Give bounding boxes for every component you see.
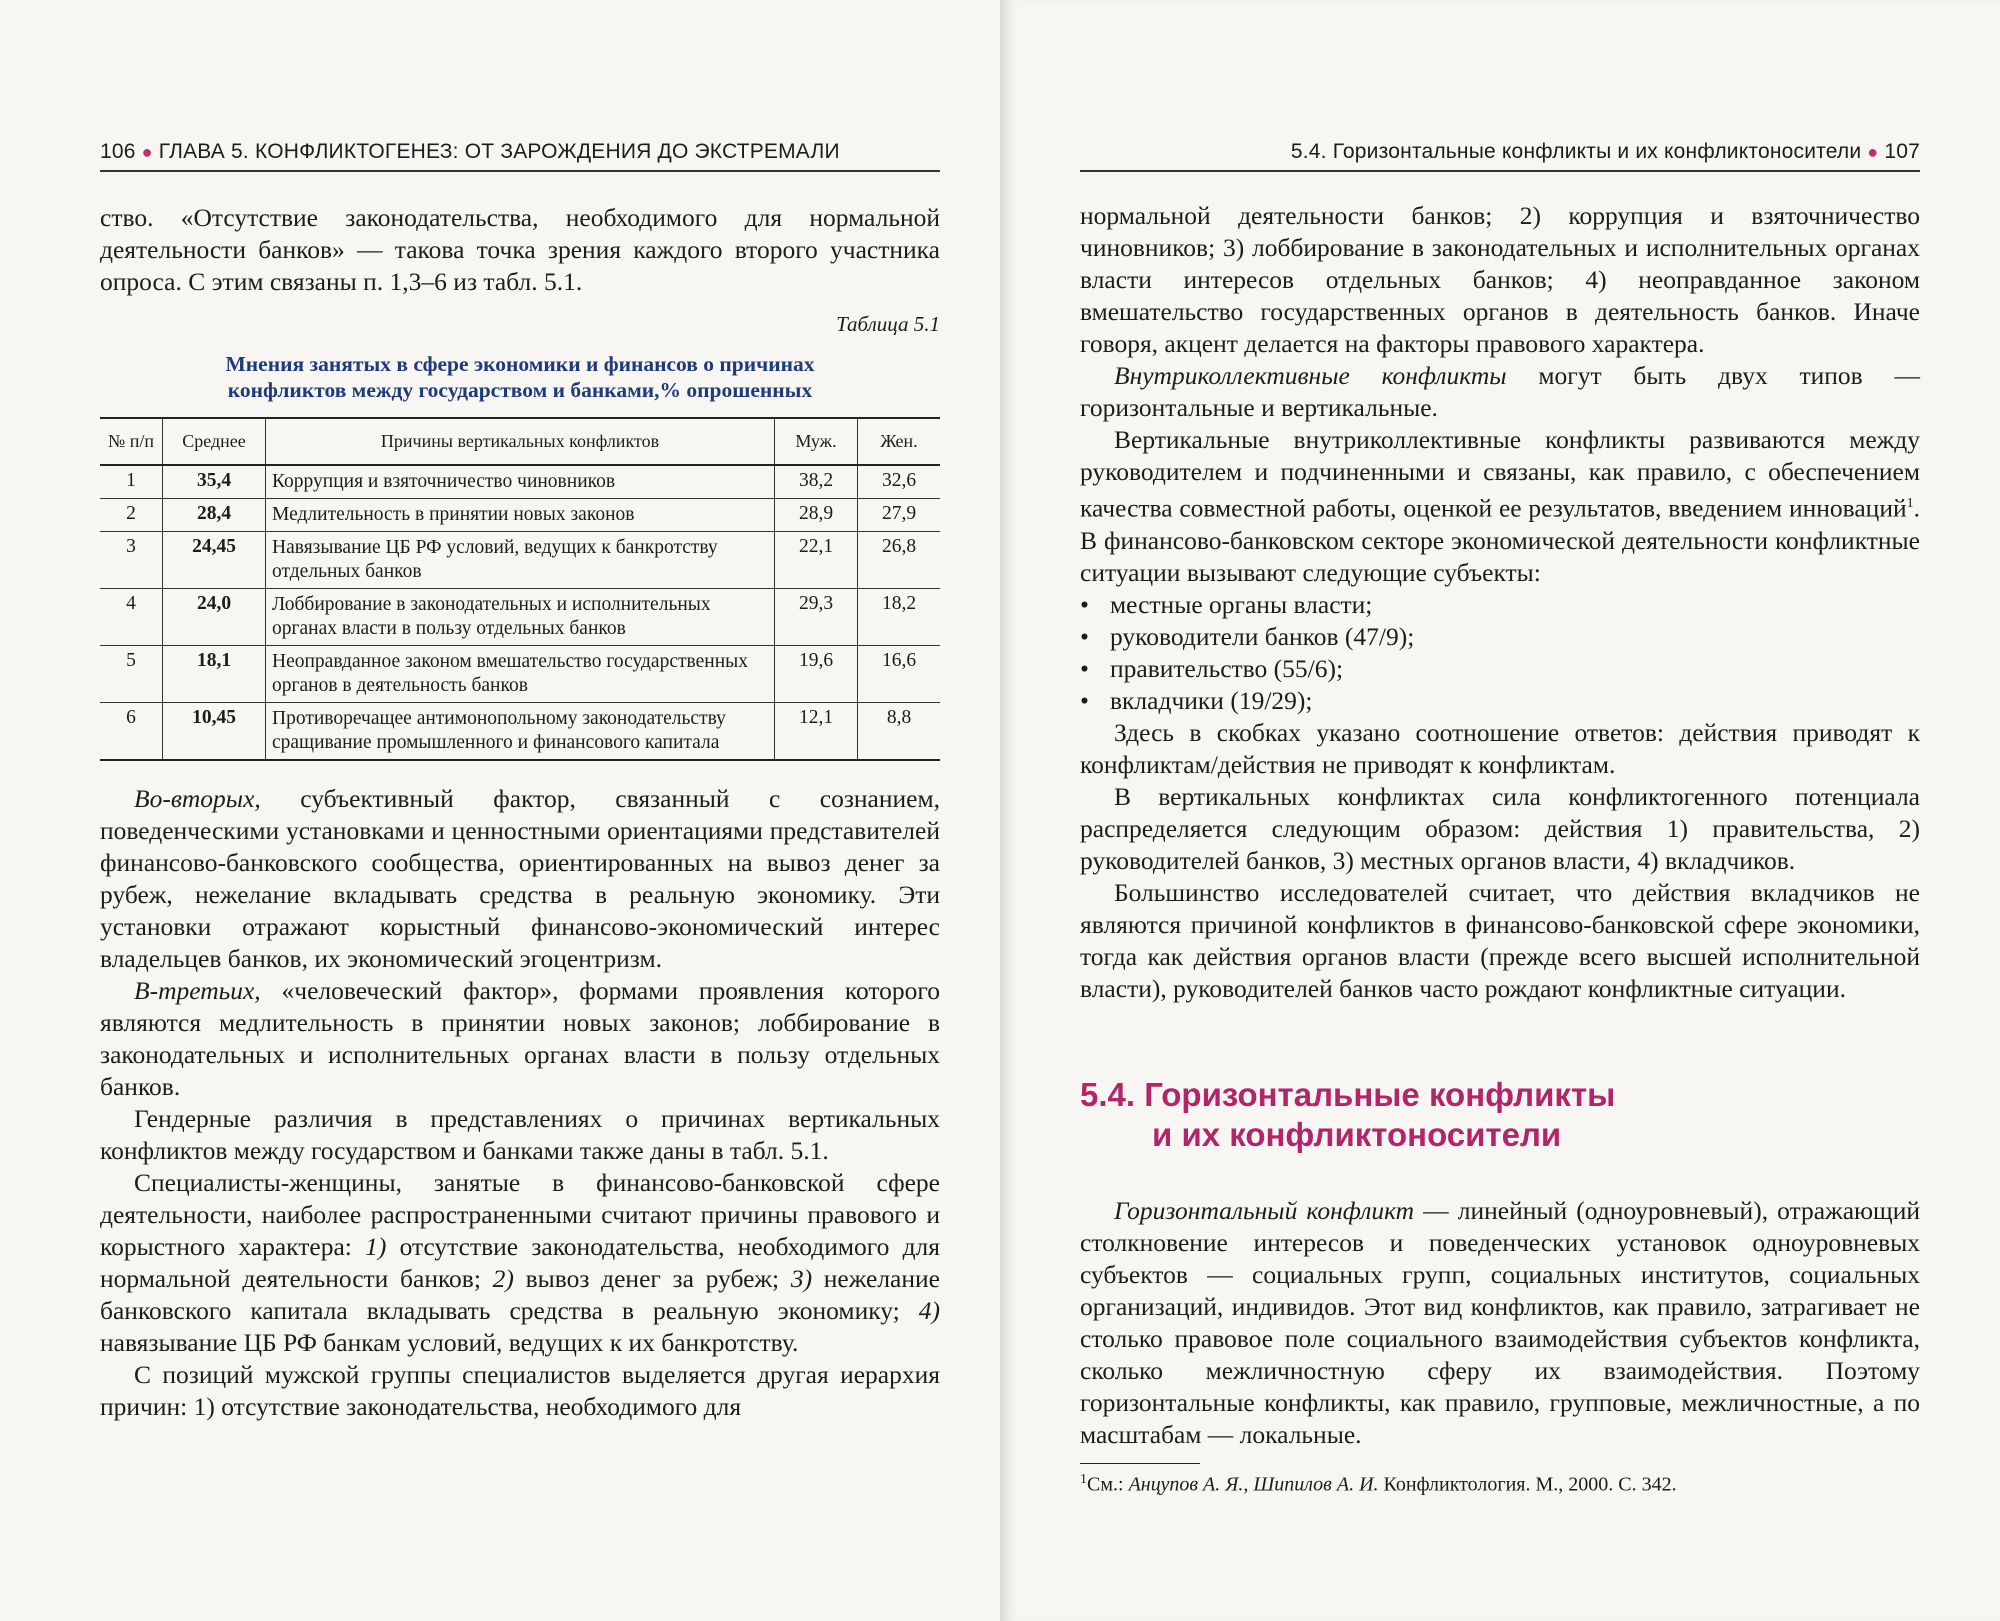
subjects-list [1080, 589, 1920, 717]
left-paragraph-3 [100, 975, 940, 1103]
list-number: 2) [492, 1264, 514, 1293]
table-header-reasons: Причины вертикальных конфликтов [266, 418, 775, 465]
section-heading [1080, 1075, 1920, 1155]
right-paragraph-7 [1080, 1195, 1920, 1451]
table-row [100, 646, 940, 703]
paragraph-text: . В финансово-банковском секторе экономической деятельности конфликтные ситуации вызывают следующие субъекты: [1080, 493, 1920, 587]
table-cell-average: 10,45 [163, 703, 266, 761]
paragraph-lead-italic: Горизонтальный конфликт [1114, 1195, 1415, 1225]
right-paragraph-1: нормальной деятельности банков; 2) коррупция и взяточничество чиновников; 3) лоббирование в законодательных и исполнительных органах власти интересов отдельных банков; 4) неоправданное законом вмешательство государственных органов в деятельность банков. Иначе говоря, акцент делается на факторы правового характера. [1080, 201, 1920, 358]
table-cell-men: 19,6 [775, 646, 858, 703]
bullet-dot-icon: ● [1867, 142, 1879, 162]
paragraph-text: вывоз денег за рубеж; [513, 1264, 791, 1293]
table-title-line-1: Мнения занятых в сфере экономики и финансов о причинах [225, 352, 815, 376]
running-head-left [100, 140, 940, 172]
table-cell-average: 35,4 [163, 465, 266, 499]
footnote-prefix: См.: [1087, 1473, 1129, 1496]
paragraph-lead-italic: В-третьих, [134, 976, 261, 1005]
table-cell-average: 18,1 [163, 646, 266, 703]
paragraph-text: «человеческий фактор», формами проявления которого являются медлительность в принятии новых законов; лоббирование в законодательных и исполнительных органах власти в пользу отдельных банков. [100, 976, 940, 1101]
right-paragraph-3 [1080, 424, 1920, 589]
table-cell-reason: Медлительность в принятии новых законов [266, 499, 775, 532]
list-item: • вкладчики (19/29); [1080, 685, 1920, 717]
right-page [1000, 0, 2000, 1621]
table-cell-reason: Противоречащее антимонопольному законодательству сращивание промышленного и финансового капитала [266, 703, 775, 761]
paragraph-text: — линейный (одноуровневый), отражающий столкновение интересов и поведенческих установок одноуровневых субъектов — социальных групп, социальных институтов, социальных организаций, индивидов. Этот вид конфликтов, как правило, затрагивает не столько правовое поле социального взаимодействия субъектов конфликта, сколько межличностную сферу их взаимодействия. Поэтому горизонтальные конфликты, как правило, групповые, межличностные, а по масштабам — локальные. [1080, 1195, 1920, 1449]
table-cell-number: 6 [100, 703, 163, 761]
table-cell-average: 24,0 [163, 589, 266, 646]
right-paragraph-5: В вертикальных конфликтах сила конфликтогенного потенциала распределяется следующим образом: действия 1) правительства, 2) руководителей банков, 3) местных органов власти, 4) вкладчиков. [1080, 781, 1920, 875]
footnote-authors: Анцупов А. Я., Шипилов А. И. [1128, 1473, 1379, 1496]
table-cell-men: 12,1 [775, 703, 858, 761]
table-cell-reason: Лоббирование в законодательных и исполнительных органах власти в пользу отдельных банков [266, 589, 775, 646]
table-title-line-2: конфликтов между государством и банками,% опрошенных [227, 378, 813, 402]
table-row [100, 532, 940, 589]
left-paragraph-4: Гендерные различия в представлениях о причинах вертикальных конфликтов между государством и банками также даны в табл. 5.1. [100, 1104, 940, 1165]
running-head-right [1080, 140, 1920, 172]
table-cell-number: 2 [100, 499, 163, 532]
page-number-left: 106 [100, 140, 136, 163]
table-cell-women: 16,6 [858, 646, 941, 703]
data-table [100, 417, 940, 761]
right-paragraph-2 [1080, 360, 1920, 424]
table-header-average: Среднее [163, 418, 266, 465]
list-number: 3) [790, 1264, 813, 1293]
list-number: 4) [918, 1296, 940, 1325]
table-cell-average: 24,45 [163, 532, 266, 589]
table-cell-women: 27,9 [858, 499, 941, 532]
left-paragraph-2 [100, 783, 940, 975]
table-cell-men: 28,9 [775, 499, 858, 532]
table-cell-reason: Навязывание ЦБ РФ условий, ведущих к банкротству отдельных банков [266, 532, 775, 589]
footnote-text: Конфликтология. М., 2000. С. 342. [1378, 1473, 1677, 1496]
list-number: 1) [365, 1232, 387, 1261]
page-number-right: 107 [1884, 140, 1920, 163]
list-item: • правительство (55/6); [1080, 653, 1920, 685]
section-heading-line-1: 5.4. Горизонтальные конфликты [1080, 1075, 1616, 1113]
table-caption: Таблица 5.1 [836, 312, 940, 336]
left-paragraph-5 [100, 1167, 940, 1359]
table-cell-women: 8,8 [858, 703, 941, 761]
table-cell-reason: Коррупция и взяточничество чиновников [266, 465, 775, 499]
table-header-men: Муж. [775, 418, 858, 465]
right-paragraph-6: Большинство исследователей считает, что действия вкладчиков не являются причиной конфликтов в финансово-банковской сфере экономики, тогда как действия органов власти (прежде всего высшей исполнительной власти), руководителей банков часто рождают конфликтные ситуации. [1080, 877, 1920, 1003]
table-cell-number: 3 [100, 532, 163, 589]
paragraph-text: могут быть двух типов — горизонтальные и вертикальные. [1080, 361, 1920, 422]
paragraph-text: навязывание ЦБ РФ банкам условий, ведущих к их банкротству. [100, 1328, 799, 1357]
table-cell-number: 5 [100, 646, 163, 703]
table-cell-women: 18,2 [858, 589, 941, 646]
table-cell-men: 38,2 [775, 465, 858, 499]
footnote-divider [1080, 1463, 1200, 1464]
footnote [1080, 1472, 1920, 1497]
paragraph-text: субъективный фактор, связанный с сознанием, поведенческими установками и ценностными ориентациями представителей финансово-банковского сообщества, ориентированных на вывоз денег за рубеж, нежелание вкладывать средства в реальную экономику. Эти установки отражают корыстный финансово-экономический интерес владельцев банков, их экономический эгоцентризм. [100, 784, 940, 973]
footnote-reference: 1 [1906, 496, 1914, 511]
paragraph-text: Вертикальные внутриколлективные конфликты развиваются между руководителем и подчиненными и связаны, как правило, с обеспечением качества совместной работы, оценкой ее результатов, введением инноваций [1080, 425, 1920, 523]
table-cell-number: 1 [100, 465, 163, 499]
table-row [100, 703, 940, 761]
bullet-dot-icon: ● [141, 142, 153, 162]
footnote-mark: 1 [1080, 1471, 1087, 1487]
table-row [100, 499, 940, 532]
table-title [100, 351, 940, 403]
paragraph-text: Специалисты-женщины, занятые в финансово-банковской сфере деятельности, наиболее распространенными считают причины правового и корыстного характера: [100, 1168, 940, 1261]
table-cell-women: 26,8 [858, 532, 941, 589]
table-cell-average: 28,4 [163, 499, 266, 532]
list-item: • руководители банков (47/9); [1080, 621, 1920, 653]
table-cell-number: 4 [100, 589, 163, 646]
table-header-women: Жен. [858, 418, 941, 465]
paragraph-text: отсутствие законодательства, необходимого для нормальной деятельности банков; [100, 1232, 940, 1293]
running-head-right-text: 5.4. Горизонтальные конфликты и их конфликтоносители [1290, 140, 1862, 163]
table-header-number: № п/п [100, 418, 163, 465]
table-row [100, 589, 940, 646]
paragraph-lead-italic: Во-вторых, [134, 784, 261, 813]
table-cell-men: 29,3 [775, 589, 858, 646]
paragraph-text: нежелание банковского капитала вкладывать средства в реальную экономику; [100, 1264, 940, 1325]
table-row [100, 465, 940, 499]
paragraph-lead-italic: Внутриколлективные конфликты [1114, 361, 1507, 390]
table-cell-women: 32,6 [858, 465, 941, 499]
right-paragraph-4: Здесь в скобках указано соотношение ответов: действия приводят к конфликтам/действия не приводят к конфликтам. [1080, 717, 1920, 779]
section-heading-line-2: и их конфликтоносители [1152, 1115, 1562, 1153]
list-item: • местные органы власти; [1080, 589, 1920, 621]
running-head-left-text: ГЛАВА 5. КОНФЛИКТОГЕНЕЗ: ОТ ЗАРОЖДЕНИЯ ДО ЭКСТРЕМАЛИ [158, 140, 840, 163]
left-paragraph-6: С позиций мужской группы специалистов выделяется другая иерархия причин: 1) отсутствие законодательства, необходимого для [100, 1360, 940, 1421]
left-paragraph-1: ство. «Отсутствие законодательства, необходимого для нормальной деятельности банков» — такова точка зрения каждого второго участника опроса. С этим связаны п. 1,3–6 из табл. 5.1. [100, 203, 940, 296]
table-cell-men: 22,1 [775, 532, 858, 589]
table-cell-reason: Неоправданное законом вмешательство государственных органов в деятельность банков [266, 646, 775, 703]
